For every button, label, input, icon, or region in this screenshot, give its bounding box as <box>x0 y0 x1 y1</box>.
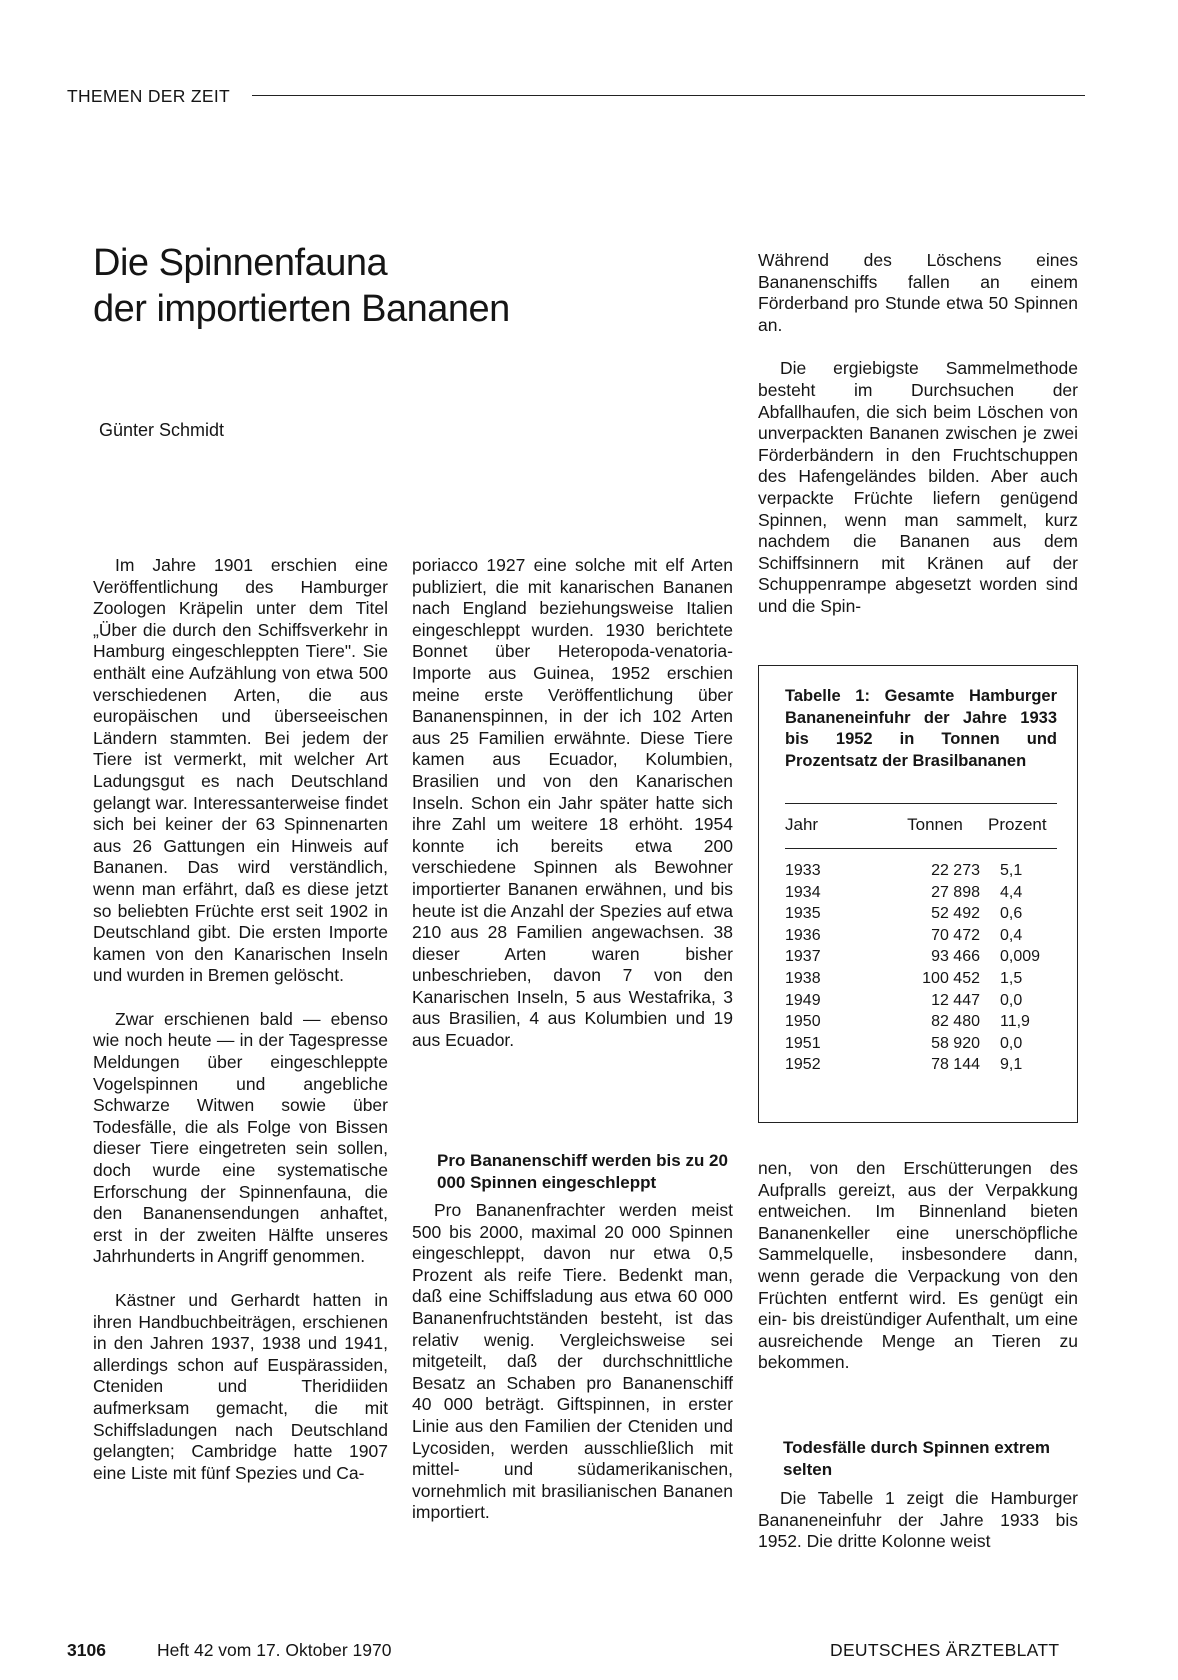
header-rule <box>252 95 1085 96</box>
table-cell-tonnen: 12 447 <box>931 991 980 1009</box>
table-cell-prozent: 1,5 <box>1000 970 1023 987</box>
table-cell-year: 1949 <box>785 991 821 1009</box>
table-cell-tonnen: 52 492 <box>931 905 980 923</box>
subheading: Todesfälle durch Spinnen extrem selten <box>783 1438 1051 1479</box>
table-cell-tonnen: 78 144 <box>931 1056 980 1074</box>
text-column-3-lower <box>758 1158 1078 1374</box>
table-cell-prozent: 9,1 <box>1000 1056 1023 1074</box>
table-cell-year: 1936 <box>785 926 821 944</box>
journal-name: DEUTSCHES ÄRZTEBLATT <box>830 1640 1060 1660</box>
table-header-year: Jahr <box>785 815 819 834</box>
table-cell-prozent: 0,009 <box>1000 948 1041 966</box>
table-rule-top <box>785 803 1057 804</box>
table-cell-prozent: 4,4 <box>1000 883 1023 901</box>
table-cell-prozent: 11,9 <box>1000 1013 1030 1031</box>
article-title <box>93 240 510 332</box>
table-cell-prozent: 0,6 <box>1000 905 1023 923</box>
table-header-prozent: Prozent <box>988 815 1047 834</box>
table-cell-prozent: 0,4 <box>1000 926 1023 944</box>
table-cell-year: 1937 <box>785 948 821 966</box>
text-column-2 <box>412 555 733 1052</box>
table-cell-year: 1933 <box>785 862 821 879</box>
author-name: Günter Schmidt <box>99 420 225 440</box>
paragraph: Während des Löschens eines Bananenschiffs fallen an einem Förderband pro Stunde etwa 50 Spinnen an. <box>758 250 1078 335</box>
section-label: THEMEN DER ZEIT <box>67 86 230 106</box>
paragraph: Im Jahre 1901 erschien eine Veröffentlichung des Hamburger Zoologen Kräpelin unter dem Titel „Über die durch den Schiffsverkehr in Hamburg eingeschleppten Tiere". Sie enthält eine Aufzählung von etwa 500 verschiedenen Arten, die aus europäischen und überseeischen Ländern stammten. Bei jedem der Tiere ist vermerkt, mit welcher Art Ladungsgut es nach Deutschland gelangt war. Interessanterweise findet sich bei keiner der 63 Spinnenarten aus 26 Gattungen ein Hinweis auf Bananen. Das wird verständlich, wenn man erfährt, daß es diese jetzt so beliebten Früchte erst seit 1902 in Deutschland gibt. Die ersten Importe kamen von den Kanarischen Inseln und wurden in Bremen gelöscht. <box>93 555 388 986</box>
text-column-2-lower <box>412 1200 733 1524</box>
issue-info: Heft 42 vom 17. Oktober 1970 <box>157 1640 392 1660</box>
table-header-tonnen: Tonnen <box>907 815 963 834</box>
table-cell-year: 1952 <box>785 1056 821 1074</box>
title-line-1: Die Spinnenfauna <box>93 242 388 284</box>
subheading: Pro Bananenschiff werden bis zu 20 000 Spinnen eingeschleppt <box>437 1151 728 1192</box>
table-cell-prozent: 5,1 <box>1000 862 1023 879</box>
paragraph: Die Tabelle 1 zeigt die Hamburger Bananeneinfuhr der Jahre 1933 bis 1952. Die dritte Kolonne weist <box>758 1488 1078 1552</box>
title-line-2: der importierten Bananen <box>93 288 510 330</box>
table-cell-tonnen: 27 898 <box>931 883 980 901</box>
table-cell-year: 1934 <box>785 883 821 901</box>
paragraph: poriacco 1927 eine solche mit elf Arten publiziert, die mit kanarischen Bananen nach England beziehungsweise Italien eingeschleppt wurden. 1930 berichtete Bonnet über Heteropoda-venatoria-Importe aus Guinea, 1952 erschien meine erste Veröffentlichung über Bananenspinnen, in der ich 102 Arten aus 25 Familien erwähnte. Diese Tiere kamen aus Ecuador, Kolumbien, Brasilien und von den Kanarischen Inseln. Schon ein Jahr später hatte sich ihre Zahl um weitere 18 erhöht. 1954 konnte ich bereits etwa 200 verschiedene Spinnen als Bewohner importierter Bananen erwähnen, und bis heute ist die Anzahl der Spezies auf etwa 210 aus 28 Familien angewachsen. 38 dieser Arten waren bisher unbeschrieben, davon 7 von den Kanarischen Inseln, 5 aus Westafrika, 3 aus Brasilien, 4 aus Kolumbien und 19 aus Ecuador. <box>412 555 733 1051</box>
page-number: 3106 <box>67 1640 106 1660</box>
paragraph: Die ergiebigste Sammelmethode besteht im Durchsuchen der Abfallhaufen, die sich beim Löschen von unverpackten Bananen zwischen je zwei Förderbändern in den Fruchtschuppen des Hafengeländes bilden. Aber auch verpackte Früchte liefern genügend Spinnen, wenn man sammelt, kurz nachdem die Bananen aus dem Schiffsinnern mit Kränen auf der Schuppenrampe abgesetzt worden sind und die Spin- <box>758 358 1078 616</box>
table-cell-prozent: 0,0 <box>1000 991 1023 1009</box>
text-column-3-upper <box>758 250 1078 618</box>
table-cell-tonnen: 70 472 <box>931 926 980 944</box>
paragraph: Kästner und Gerhardt hatten in ihren Handbuchbeiträgen, erschienen in den Jahren 1937, 1938 und 1941, allerdings schon auf Euspärassiden, Cteniden und Theridiiden aufmerksam gemacht, die mit Schiffsladungen nach Deutschland gelangten; Cambridge hatte 1907 eine Liste mit fünf Spezies und Ca- <box>93 1290 388 1483</box>
table-cell-tonnen: 100 452 <box>922 970 980 987</box>
text-column-3-bottom <box>758 1488 1078 1553</box>
paragraph: Zwar erschienen bald — ebenso wie noch heute — in der Tagespresse Meldungen über eingeschleppte Vogelspinnen und angebliche Schwarze Witwen sowie über Todesfälle, die als Folge von Bissen dieser Tiere eingetreten sein sollen, doch wurde eine systematische Erforschung der Spinnenfauna, die den Bananensendungen anhaftet, erst in der zweiten Hälfte unseres Jahrhunderts in Angriff genommen. <box>93 1008 388 1267</box>
text-column-1 <box>93 555 388 1484</box>
table-cell-tonnen: 22 273 <box>931 862 980 879</box>
table-cell-year: 1938 <box>785 970 821 987</box>
paragraph: Pro Bananenfrachter werden meist 500 bis 2000, maximal 20 000 Spinnen eingeschleppt, davon nur etwa 0,5 Prozent als reife Tiere. Bedenkt man, daß eine Schiffsladung aus etwa 60 000 Bananenfruchtständen besteht, ist das relativ wenig. Vergleichsweise sei mitgeteilt, daß der durchschnittliche Besatz an Schaben pro Bananenschiff 40 000 beträgt. Giftspinnen, in erster Linie aus den Familien der Cteniden und Lycosiden, werden ausschließlich mit mittel- und südamerikanischen, vornehmlich mit brasilianischen Bananen importiert. <box>412 1200 733 1523</box>
table-cell-year: 1951 <box>785 1034 821 1052</box>
table-cell-tonnen: 58 920 <box>931 1034 980 1052</box>
paragraph: nen, von den Erschütterungen des Aufpralls gereizt, aus der Verpakkung entweichen. Im Binnenland bieten Bananenkeller eine unerschöpfliche Sammelquelle, insbesondere dann, wenn gerade die Verpackung von den Früchten entfernt wird. Es genügt ein ein- bis dreistündiger Aufenthalt, um eine ausreichende Menge an Tieren zu bekommen. <box>758 1158 1078 1373</box>
table-cell-tonnen: 93 466 <box>931 948 980 966</box>
table-cell-prozent: 0,0 <box>1000 1034 1023 1052</box>
table-rule-header <box>785 848 1057 849</box>
table-cell-year: 1935 <box>785 905 821 923</box>
table-cell-tonnen: 82 480 <box>931 1013 980 1031</box>
table-caption: Tabelle 1: Gesamte Hamburger Bananeneinfuhr der Jahre 1933 bis 1952 in Tonnen und Prozentsatz der Brasilbananen <box>785 687 1057 770</box>
table-cell-year: 1950 <box>785 1013 821 1031</box>
